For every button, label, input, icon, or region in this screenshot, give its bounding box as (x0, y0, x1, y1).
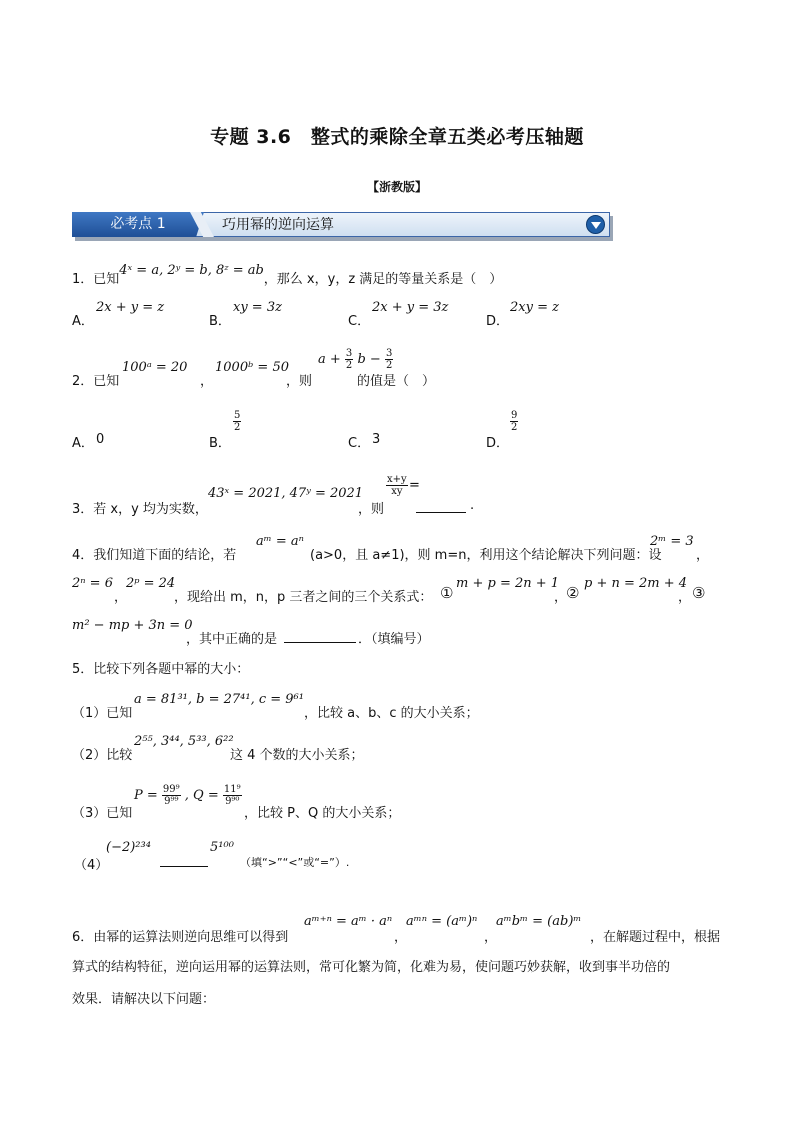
q2-options (72, 408, 592, 451)
q1-option-b: xy = 3z (233, 300, 282, 315)
chevron-down-circle-icon[interactable] (586, 215, 605, 234)
q5-part-3 (72, 782, 732, 821)
q2-frac-2-den: 2 (385, 360, 393, 371)
q2-option-a: 0 (96, 432, 105, 447)
q6-line1-prefix: 6．由幂的运算法则逆向思维可以得到 (72, 930, 289, 945)
q2-prefix: 2．已知 (72, 374, 120, 389)
section-banner (72, 212, 612, 240)
q4-relation-3: m² − mp + 3n = 0 (72, 618, 193, 633)
q5-part3-q-frac (223, 784, 242, 807)
question-4-line-3 (72, 618, 732, 647)
q2-expression (318, 348, 393, 371)
q5-part-1 (72, 692, 732, 721)
q4-eq-2m: 2ᵐ = 3 (650, 534, 694, 549)
q5-part2-suffix: 这 4 个数的大小关系； (230, 748, 364, 763)
q5-part-4 (72, 840, 732, 873)
q4-relation-1: m + p = 2n + 1 (456, 576, 560, 591)
q6-sep-1: ， (394, 930, 408, 945)
q5-part1-suffix: ，比较 a、b、c 的大小关系； (304, 706, 479, 721)
q2-suffix: 的值是（ ） (357, 374, 436, 389)
q2-option-c-letter: C． (348, 436, 371, 451)
q3-given: 43ˣ = 2021, 47ʸ = 2021 (208, 486, 364, 501)
q4-line1-end: ， (696, 548, 710, 563)
q4-sep-2: ， (678, 590, 692, 605)
q5-part3-prefix: （3）已知 (72, 806, 133, 821)
q1-option-c-letter: C． (348, 314, 371, 329)
q2-frac-2-num: 3 (385, 348, 393, 359)
banner-topic: 巧用幂的逆向运算 (222, 217, 334, 233)
q4-line2-sep: ， (114, 590, 128, 605)
q2-option-b (233, 410, 241, 433)
q4-line1-prefix: 4．我们知道下面的结论，若 (72, 548, 237, 563)
q2-frac-1-num: 3 (345, 348, 353, 359)
q5-part-2 (72, 734, 732, 763)
q4-answer-blank[interactable] (284, 628, 356, 643)
q6-line-3: 效果．请解决以下问题： (72, 992, 216, 1007)
q5-part3-q-den: 9⁹⁰ (225, 796, 240, 807)
banner-badge: 必考点 1 (110, 216, 166, 232)
q4-mark-1: ① (440, 584, 454, 602)
q3-fraction (386, 474, 408, 497)
q2-option-b-den: 2 (234, 422, 241, 433)
q5-part3-q: , Q = (184, 788, 219, 803)
q3-end: . (470, 498, 475, 513)
q2-option-c: 3 (372, 432, 381, 447)
q5-part4-prefix: （4） (74, 858, 109, 873)
question-1 (72, 263, 503, 287)
q2-expr-b: b − (357, 352, 381, 367)
q2-option-a-letter: A． (72, 436, 94, 451)
q3-prefix: 3．若 x，y 均为实数， (72, 502, 208, 517)
q4-eq-2p: 2ᵖ = 24 (126, 576, 176, 591)
q1-option-b-letter: B． (209, 314, 231, 329)
q5-part1-prefix: （1）已知 (72, 706, 133, 721)
q5-part3-p: P = (134, 788, 158, 803)
q2-then: ，则 (286, 374, 313, 389)
q4-eq-2n: 2ⁿ = 6 (72, 576, 113, 591)
question-4-line-2 (72, 576, 732, 605)
q1-option-d-letter: D． (486, 314, 510, 329)
q6-line-2: 算式的结构特征，逆向运用幂的运算法则，常可化繁为简，化难为易，使问题巧妙获解，收到事半功倍的 (72, 960, 671, 975)
q2-eq1: 100ᵃ = 20 (122, 360, 188, 375)
q4-mark-2: ② (566, 584, 580, 602)
q6-rule-3: aᵐbᵐ = (ab)ᵐ (496, 914, 582, 929)
q2-frac-2 (385, 348, 393, 371)
q1-prefix: 1．已知 (72, 272, 120, 287)
q5-intro: 5．比较下列各题中幂的大小： (72, 662, 250, 677)
q6-rule-1: aᵐ⁺ⁿ = aᵐ · aⁿ (304, 914, 393, 929)
q2-eq2: 1000ᵇ = 50 (215, 360, 289, 375)
q5-part3-p-den: 9⁹⁹ (164, 796, 179, 807)
q6-rule-2: aᵐⁿ = (aᵐ)ⁿ (406, 914, 478, 929)
q5-part4-suffix: （填“>”“<”或“=”）. (240, 856, 350, 869)
edition-label: 【浙教版】 (366, 180, 427, 194)
q4-line1-mid: (a>0，且 a≠1)，则 m=n，利用这个结论解决下列问题：设 (310, 548, 662, 563)
q2-option-d-letter: D． (486, 436, 510, 451)
q2-frac-1 (345, 348, 353, 371)
q2-frac-1-den: 2 (345, 360, 353, 371)
question-4-line-1 (72, 534, 732, 563)
q1-option-c: 2x + y = 3z (372, 300, 449, 315)
q1-options (72, 300, 592, 330)
q2-expr-a: a + (318, 352, 341, 367)
q4-condition: aᵐ = aⁿ (256, 534, 304, 549)
q5-part4-right: 5¹⁰⁰ (210, 840, 234, 855)
q5-part4-answer-blank[interactable] (160, 852, 208, 867)
q5-part2-prefix: （2）比较 (72, 748, 133, 763)
q4-line2-mid: ，现给出 m，n，p 三者之间的三个关系式： (174, 590, 433, 605)
q5-part3-expr (134, 784, 242, 807)
q2-option-b-num: 5 (234, 410, 241, 421)
q1-option-d: 2xy = z (510, 300, 559, 315)
q1-suffix: ，那么 x，y，z 满足的等量关系是（ ） (263, 272, 503, 287)
q6-sep-2: ， (484, 930, 498, 945)
q2-option-d-den: 2 (511, 422, 518, 433)
q4-sep-1: ， (554, 590, 568, 605)
q5-part2-expr: 2⁵⁵, 3⁴⁴, 5³³, 6²² (134, 734, 234, 749)
q5-part3-q-num: 11⁹ (223, 784, 241, 795)
q5-part3-suffix: ，比较 P、Q 的大小关系； (244, 806, 401, 821)
q2-option-d-num: 9 (511, 410, 518, 421)
q3-frac-den: xy (391, 486, 403, 497)
q4-relation-2: p + n = 2m + 4 (584, 576, 688, 591)
q2-option-d (510, 410, 518, 433)
q3-equals: = (409, 478, 420, 493)
q4-line3-end: ．（填编号） (358, 632, 430, 647)
document-title: 专题 3.6 整式的乘除全章五类必考压轴题 (210, 126, 584, 148)
q5-part3-p-frac (162, 784, 181, 807)
q4-mark-3: ③ (692, 584, 706, 602)
q3-frac-num: x+y (387, 474, 407, 485)
q3-answer-blank[interactable] (416, 496, 466, 513)
q1-option-a: 2x + y = z (96, 300, 165, 315)
q6-line1-suffix: ，在解题过程中，根据 (590, 930, 721, 945)
q5-part4-left: (−2)²³⁴ (106, 840, 151, 855)
q5-part3-p-num: 99⁹ (162, 784, 180, 795)
q2-comma: ， (200, 374, 214, 389)
q4-line3-text: ，其中正确的是 (186, 632, 278, 647)
q5-part1-expr: a = 81³¹, b = 27⁴¹, c = 9⁶¹ (134, 692, 304, 707)
q3-then: ，则 (358, 502, 385, 517)
q1-option-a-letter: A． (72, 314, 94, 329)
q2-option-b-letter: B． (209, 436, 231, 451)
q1-given: 4ˣ = a, 2ʸ = b, 8ᶻ = ab (119, 263, 264, 278)
question-6-line-1 (72, 912, 732, 945)
